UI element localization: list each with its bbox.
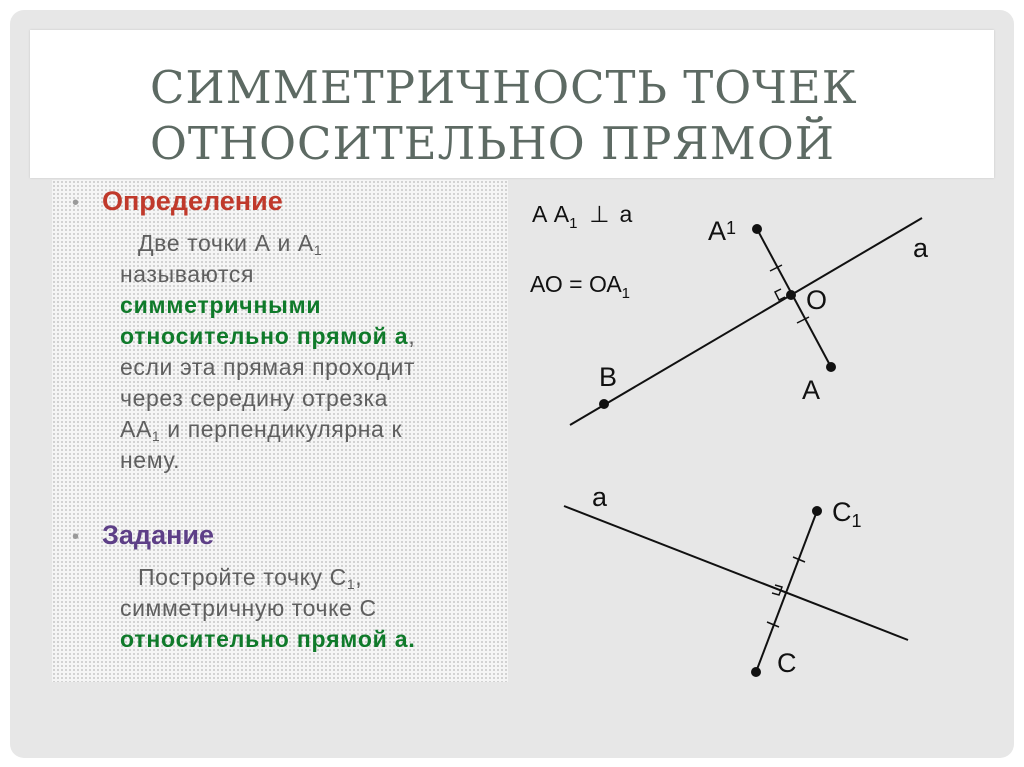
title-line-2: ОТНОСИТЕЛЬНО ПРЯМОЙ <box>150 117 835 170</box>
definition-heading: Определение <box>102 186 283 216</box>
task-green-1: относительно прямой а. <box>120 626 416 652</box>
point-c <box>751 667 761 677</box>
def-text-7: и перпендикулярна к <box>167 416 403 442</box>
formula-perpendicular: А $А_1$ ⊥ а <box>532 201 633 232</box>
label-c: С <box>777 648 797 678</box>
point-a <box>826 362 836 372</box>
def-sub-1: 1 <box>313 242 323 258</box>
task-sub-1: 1 <box>346 576 356 592</box>
point-a1 <box>752 224 762 234</box>
def-text-5: через середину отрезка <box>120 385 389 411</box>
def-green-1: симметричными <box>120 292 322 318</box>
label-a-top: а <box>913 233 929 263</box>
def-text-2: называются <box>120 261 255 287</box>
label-a1: $А^1$ <box>708 216 737 246</box>
label-a-bottom: а <box>592 482 608 512</box>
label-a: А <box>802 375 821 405</box>
def-text-8: нему. <box>120 447 181 473</box>
def-green-2: относительно прямой а <box>120 323 409 349</box>
def-sub-2: 1 <box>151 428 161 444</box>
task-text-3: симметричную точке С <box>120 595 377 621</box>
point-c1 <box>812 506 822 516</box>
label-o: О <box>806 285 828 315</box>
line-a-top <box>570 218 922 425</box>
point-o <box>786 290 796 300</box>
formula-equal-segments: АО = $ОА_1$ <box>530 271 631 302</box>
bullet-dot: • <box>72 192 80 214</box>
bullet-dot: • <box>72 526 80 548</box>
task-heading: Задание <box>102 520 215 550</box>
def-text-3: , <box>408 323 416 349</box>
def-text-1: Две точки А и А <box>138 230 314 256</box>
def-text-4: если эта прямая проходит <box>120 354 416 380</box>
task-text-1: Постройте точку С <box>138 564 347 590</box>
right-angle-marker-top <box>775 289 785 300</box>
label-c1: $С_1$ <box>832 497 862 531</box>
point-b <box>599 399 609 409</box>
title-line-1: СИММЕТРИЧНОСТЬ ТОЧЕК <box>150 61 858 114</box>
task-text-2: , <box>355 564 363 590</box>
def-text-6: АА <box>120 416 152 442</box>
label-b: В <box>599 362 618 392</box>
